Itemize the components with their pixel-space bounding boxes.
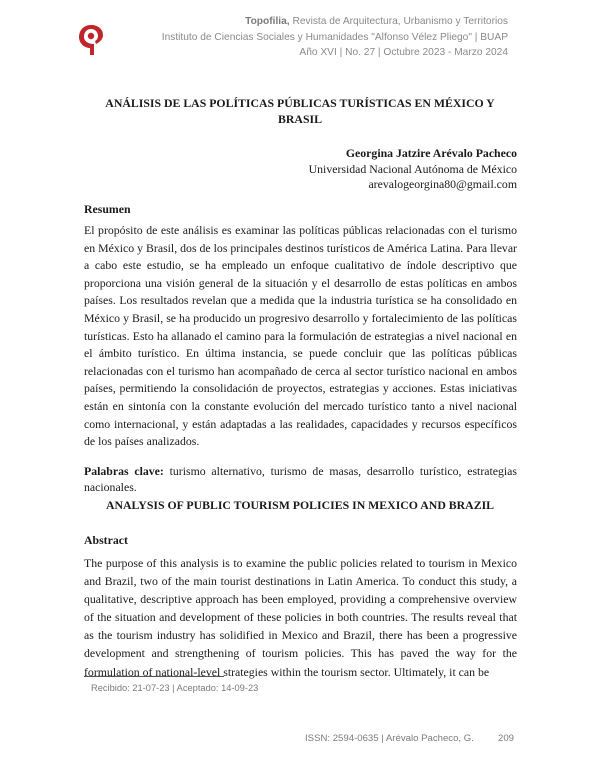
journal-issue: Año XVI | No. 27 | Octubre 2023 - Marzo 2024 — [299, 47, 508, 58]
journal-name: Topofilia, — [245, 16, 290, 27]
abstract-text: The purpose of this analysis is to examine the public policies related to tourism in Mexico and Brazil, two of the main tourist destinations in Latin America. To conduct this study, a qualitative, descriptive approach has been employed, providing a comprehensive overview of the situation and development of these policies in both countries. The results reveal that as the tourism industry has solidified in Mexico and Brazil, there has been a progressive development and strengthening of tourism policies. This has paved the way for the formulation of national-level strategies within the tourism sector. Ultimately, it can be — [84, 556, 517, 679]
english-title: ANALYSIS OF PUBLIC TOURISM POLICIES IN MEXICO AND BRAZIL — [105, 498, 495, 512]
keywords-paragraph — [84, 464, 517, 495]
journal-header — [162, 14, 508, 61]
keywords-label: Palabras clave: — [84, 464, 164, 478]
journal-subtitle: Revista de Arquitectura, Urbanismo y Territorios — [289, 16, 508, 27]
resumen-text: El propósito de este análisis es examinar las políticas públicas relacionadas con el turismo en México y Brasil, dos de los principales destinos turísticos de América Latina. Para llevar a cabo este estudio, se ha empleado un enfoque cualitativo de índole descriptivo que proporciona una visión general de la situación y el desarrollo de estas políticas en ambos países. Los resultados revelan que a medida que la industria turística se ha consolidado en México y Brasil, se ha producido un progresivo desarrollo y fortalecimiento de las políticas turísticas. Esto ha allanado el camino para la formulación de estrategias a nivel nacional en el ámbito turístico. En última instancia, se puede concluir que las políticas públicas relacionadas con el turismo han acompañado de cerca al sector turístico nacional en ambos países, permitiendo la consolidación de proyectos, estrategias y acciones. Estas iniciativas están en sintonía con la constante evolución del mercado turístico tanto a nivel nacional como internacional, y están adaptadas a las realidades, capacidades y recursos específicos de los países analizados. — [84, 223, 517, 449]
author-email[interactable]: arevalogeorgina80@gmail.com — [368, 177, 517, 191]
issn-footer: ISSN: 2594-0635 | Arévalo Pacheco, G. — [305, 733, 474, 744]
resumen-heading: Resumen — [84, 202, 131, 216]
journal-institute: Instituto de Ciencias Sociales y Humanidades "Alfonso Vélez Pliego" | BUAP — [161, 31, 508, 43]
received-dates: Recibido: 21-07-23 | Aceptado: 14-09-23 — [91, 683, 259, 693]
journal-title-line — [162, 14, 508, 30]
author-affiliation: Universidad Nacional Autónoma de México — [308, 161, 517, 176]
page-number: 209 — [498, 733, 515, 744]
author-name: Georgina Jatzire Arévalo Pacheco — [345, 146, 517, 160]
abstract-heading: Abstract — [84, 533, 128, 547]
author-block — [309, 146, 517, 193]
article-title: ANÁLISIS DE LAS POLÍTICAS PÚBLICAS TURÍSTICAS EN MÉXICO Y BRASIL — [105, 96, 495, 126]
footnote-divider — [84, 676, 224, 677]
keywords-list: turismo alternativo, turismo de masas, desarrollo turístico, estrategias nacionales. — [84, 464, 517, 494]
journal-logo-icon — [78, 23, 104, 57]
